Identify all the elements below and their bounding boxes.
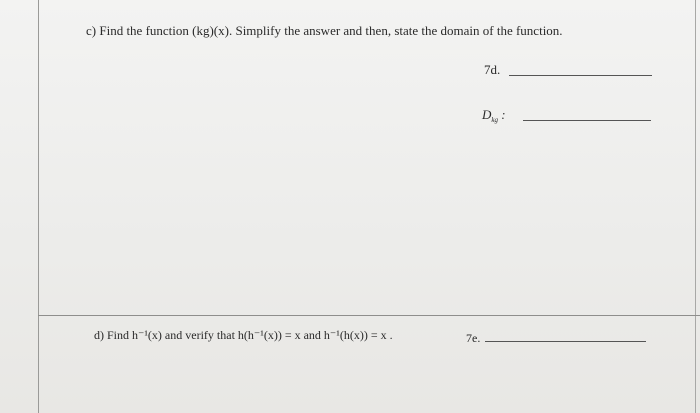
section-divider <box>38 315 700 316</box>
page-left-border <box>38 0 39 413</box>
domain-colon: : <box>498 107 506 122</box>
question-d-text: d) Find h⁻¹(x) and verify that h(h⁻¹(x)) = x and h⁻¹(h(x)) = x . <box>94 328 393 342</box>
answer-7d-label: 7d. <box>484 62 501 77</box>
answer-7e-label: 7e. <box>466 331 481 345</box>
domain-answer-blank-line[interactable] <box>523 120 651 121</box>
page-right-border <box>695 0 696 413</box>
answer-7d-blank-line[interactable] <box>509 75 652 76</box>
question-c-text: c) Find the function (kg)(x). Simplify the answer and then, state the domain of the function. <box>86 23 563 38</box>
answer-7e-blank-line[interactable] <box>485 341 646 342</box>
domain-subscript: kg <box>491 116 498 124</box>
domain-symbol: D <box>482 107 492 122</box>
domain-answer-label <box>482 107 506 124</box>
